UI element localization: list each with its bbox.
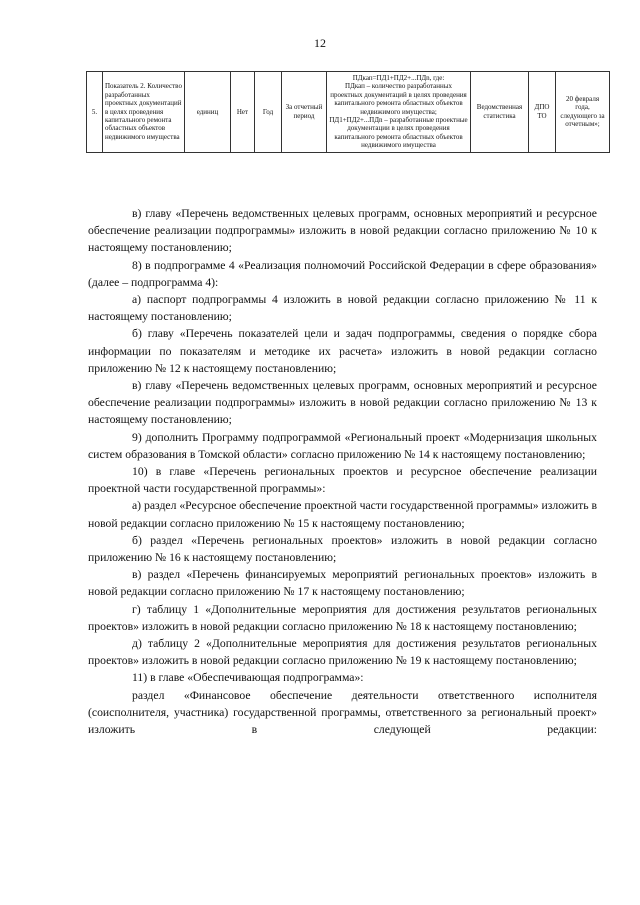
periodicity-cell: Год — [255, 72, 282, 153]
responsible-cell: ДПО ТО — [529, 72, 556, 153]
row-number: 5. — [87, 72, 103, 153]
paragraph: 11) в главе «Обеспечивающая подпрограмма»: — [132, 671, 364, 685]
formula-line: ПД1+ПД2+...ПДn – разработанные проектные документации в целях проведения капитального ремонта областных объектов недвижимого имущества — [329, 116, 468, 150]
paragraph: в) раздел «Перечень финансируемых мероприятий региональных проектов» изложить в новой редакции согласно приложению № 17 к настоящему постановлению; — [88, 568, 597, 599]
paragraph: в) главу «Перечень ведомственных целевых программ, основных мероприятий и ресурсное обеспечение реализации подпрограммы» изложить в новой редакции согласно приложению № 10 к настоящему постановлению; — [88, 207, 597, 255]
indicator-name: Показатель 2. Количество разработанных проектных документаций в целях проведения капитального ремонта областных объектов недвижимого имущества — [103, 72, 185, 153]
paragraph: в) главу «Перечень ведомственных целевых программ, основных мероприятий и ресурсное обеспечение реализации подпрограммы» изложить в новой редакции согласно приложению № 13 к настоящему постановлению; — [88, 379, 597, 427]
paragraph: 8) в подпрограмме 4 «Реализация полномочий Российской Федерации в сфере образования» (далее – подпрограмма 4): — [88, 258, 597, 289]
formula-cell — [327, 72, 471, 153]
source-cell: Ведомственная статистика — [471, 72, 529, 153]
paragraph: г) таблицу 1 «Дополнительные мероприятия для достижения результатов региональных проектов» изложить в новой редакции согласно приложению № 18 к настоящему постановлению; — [88, 602, 597, 633]
paragraph: д) таблицу 2 «Дополнительные мероприятия для достижения результатов региональных проектов» изложить в новой редакции согласно приложению № 19 к настоящему постановлению; — [88, 637, 597, 668]
period-type-cell: За отчетный период — [282, 72, 327, 153]
unit-cell: единиц — [185, 72, 231, 153]
paragraph: а) раздел «Ресурсное обеспечение проектной части государственной программы» изложить в новой редакции согласно приложению № 15 к настоящему постановлению; — [88, 499, 597, 530]
paragraph: 9) дополнить Программу подпрограммой «Региональный проект «Модернизация школьных систем образования в Томской области» согласно приложению № 14 к настоящему постановлению; — [88, 430, 597, 461]
paragraph: б) раздел «Перечень региональных проектов» изложить в новой редакции согласно приложению № 16 к настоящему постановлению; — [88, 533, 597, 565]
formula-line: ПДкап=ПД1+ПД2+...ПДn, где: — [352, 74, 445, 82]
paragraph: 10) в главе «Перечень региональных проектов и ресурсное обеспечение реализации проектной части государственной программы»: — [88, 465, 597, 496]
paragraph: б) главу «Перечень показателей цели и задач подпрограммы, сведения о порядке сбора информации по показателям и методике их расчета» изложить в новой редакции согласно приложению № 12 к настоящему постановлению; — [88, 327, 597, 375]
paragraph: а) паспорт подпрограммы 4 изложить в новой редакции согласно приложению № 11 к настоящему постановлению; — [88, 293, 597, 324]
formula-line: ПДкап – количество разработанных проектных документаций в целях проведения капитального ремонта областных объектов недвижимого имущества; — [330, 82, 467, 116]
flag-cell: Нет — [231, 72, 255, 153]
document-body — [88, 205, 597, 738]
page-number: 12 — [314, 36, 326, 50]
paragraph: раздел «Финансовое обеспечение деятельности ответственного исполнителя (соисполнителя, участника) государственной программы, ответственного за региональный проект» изложить в следующей редакции: — [88, 688, 597, 737]
indicator-table — [86, 71, 610, 153]
table-row — [87, 72, 610, 153]
deadline-cell: 20 февраля года, следующего за отчетным»; — [556, 72, 610, 153]
